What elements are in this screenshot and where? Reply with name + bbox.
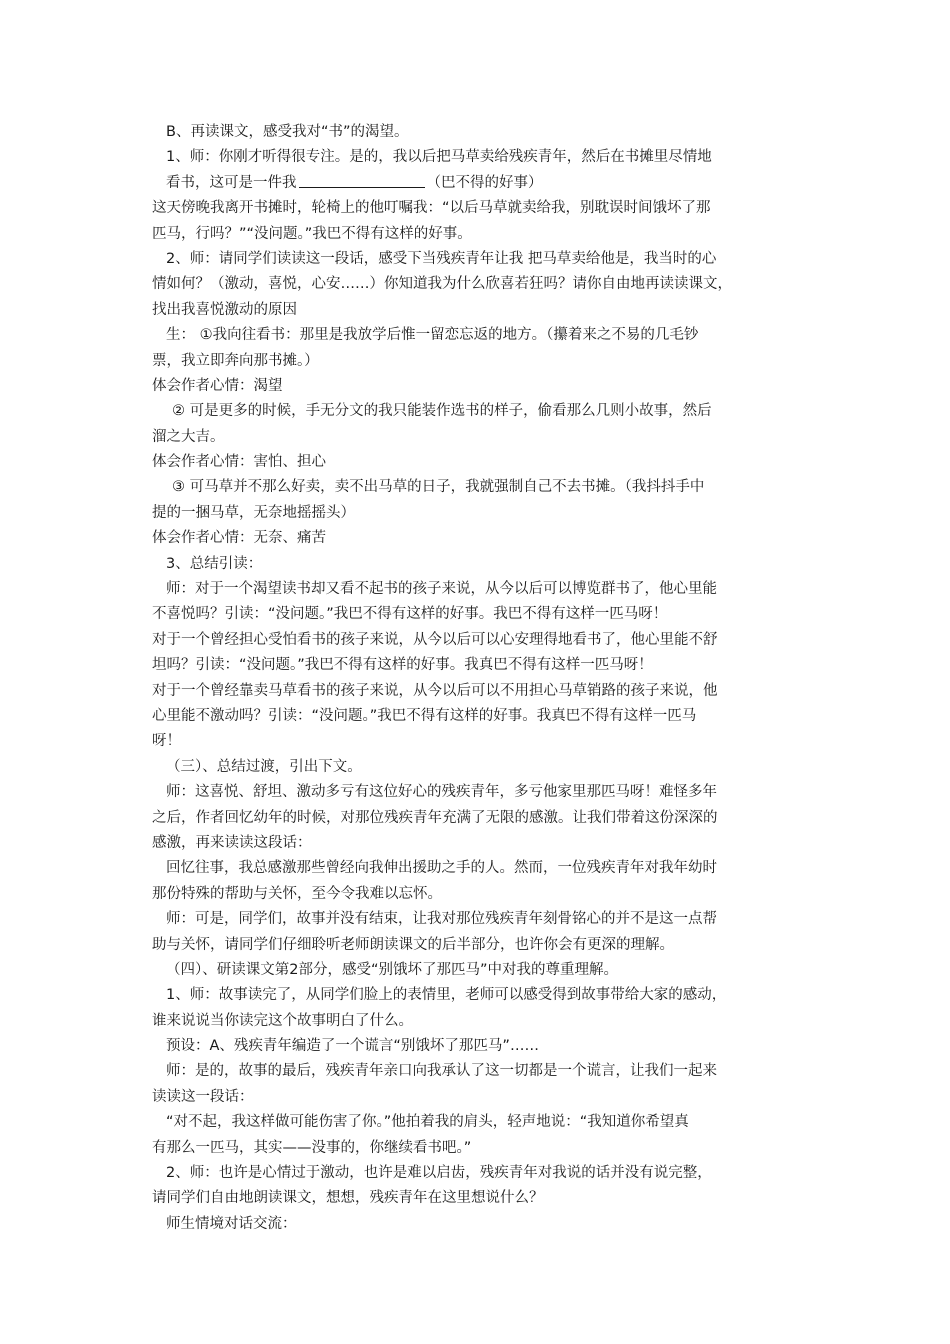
text-line: ② 可是更多的时候，手无分文的我只能装作选书的样子，偷看那么几则小故事，然后 bbox=[172, 403, 712, 420]
text-line: 预设：A、残疾青年编造了一个谎言“别饿坏了那匹马”…… bbox=[166, 1038, 539, 1055]
text-line: 这天傍晚我离开书摊时，轮椅上的他叮嘱我：“以后马草就卖给我，别耽误时间饿坏了那 bbox=[152, 200, 711, 217]
text-line: 体会作者心情：渴望 bbox=[152, 377, 283, 394]
text-segment: 看书，这可是一件我 bbox=[166, 174, 297, 191]
text-line bbox=[152, 171, 817, 196]
text-line: 1、师：你刚才听得很专注。是的，我以后把马草卖给残疾青年，然后在书摊里尽情地 bbox=[166, 149, 712, 166]
text-line: 之后，作者回忆幼年的时候，对那位残疾青年充满了无限的感激。让我们带着这份深深的 bbox=[152, 809, 718, 826]
text-line: 师：可是，同学们，故事并没有结束，让我对那位残疾青年刻骨铭心的并不是这一点帮 bbox=[166, 911, 717, 928]
text-line: 师生情境对话交流： bbox=[166, 1215, 297, 1232]
text-line: 心里能不激动吗？引读：“没问题。”我巴不得有这样的好事。我真巴不得有这样一匹马 bbox=[152, 707, 697, 724]
text-line: 师：是的，故事的最后，残疾青年亲口向我承认了这一切都是一个谎言，让我们一起来 bbox=[166, 1063, 717, 1080]
text-line: 2、师：也许是心情过于激动，也许是难以启齿，残疾青年对我说的话并没有说完整， bbox=[166, 1165, 712, 1182]
text-line: ③ 可马草并不那么好卖，卖不出马草的日子，我就强制自己不去书摊。（我抖抖手中 bbox=[172, 479, 705, 496]
text-line: 对于一个曾经靠卖马草看书的孩子来说，从今以后可以不用担心马草销路的孩子来说，他 bbox=[152, 682, 718, 699]
text-line: 那份特殊的帮助与关怀，至今令我难以忘怀。 bbox=[152, 885, 442, 902]
text-line: 生： ①我向往看书：那里是我放学后惟一留恋忘返的地方。（攥着来之不易的几毛钞 bbox=[166, 327, 699, 344]
text-line: 1、师：故事读完了，从同学们脸上的表情里，老师可以感受得到故事带给大家的感动， bbox=[166, 987, 727, 1004]
text-line: 坦吗？引读：“没问题。”我巴不得有这样的好事。我真巴不得有这样一匹马呀！ bbox=[152, 657, 653, 674]
text-line: 情如何？（激动，喜悦，心安……）你知道我为什么欣喜若狂吗？请你自由地再读读课文， bbox=[152, 276, 732, 293]
text-line: 请同学们自由地朗读课文，想想，残疾青年在这里想说什么？ bbox=[152, 1190, 544, 1207]
text-line: 3、总结引读： bbox=[166, 555, 263, 572]
fill-in-blank bbox=[299, 173, 425, 188]
text-line: 2、师：请同学们读读这一段话，感受下当残疾青年让我 把马草卖给他是，我当时的心 bbox=[166, 250, 717, 267]
text-line: 助与关怀，请同学们仔细聆听老师朗读课文的后半部分，也许你会有更深的理解。 bbox=[152, 936, 674, 953]
text-line: 师：对于一个渴望读书却又看不起书的孩子来说，从今以后可以博览群书了，他心里能 bbox=[166, 581, 717, 598]
text-line: 提的一捆马草，无奈地摇摇头） bbox=[152, 504, 355, 521]
text-line: 读读这一段话： bbox=[152, 1088, 254, 1105]
text-line: 谁来说说当你读完这个故事明白了什么。 bbox=[152, 1012, 413, 1029]
text-line: 不喜悦吗？引读：“没问题。”我巴不得有这样的好事。我巴不得有这样一匹马呀！ bbox=[152, 606, 668, 623]
text-line: 溜之大吉。 bbox=[152, 428, 225, 445]
text-line: 感激，再来读读这段话： bbox=[152, 834, 312, 851]
text-line: （四）、研读课文第2部分，感受“别饿坏了那匹马”中对我的尊重理解。 bbox=[166, 961, 618, 978]
text-line: B、再读课文，感受我对“书”的渴望。 bbox=[166, 124, 409, 140]
text-line: 票，我立即奔向那书摊。） bbox=[152, 352, 319, 369]
text-line: 回忆往事，我总感激那些曾经向我伸出援助之手的人。然而，一位残疾青年对我年幼时 bbox=[166, 860, 717, 877]
text-line: 有那么一匹马，其实——没事的，你继续看书吧。” bbox=[152, 1139, 472, 1156]
text-line: （三）、总结过渡，引出下文。 bbox=[166, 758, 362, 775]
text-line: 体会作者心情：无奈、痛苦 bbox=[152, 530, 326, 547]
text-line: 找出我喜悦激动的原因 bbox=[152, 301, 297, 318]
text-line: 体会作者心情：害怕、担心 bbox=[152, 454, 326, 471]
text-line: 师：这喜悦、舒坦、激动多亏有这位好心的残疾青年，多亏他家里那匹马呀！难怪多年 bbox=[166, 784, 717, 801]
text-segment: （巴不得的好事） bbox=[426, 174, 543, 191]
text-line: 呀！ bbox=[152, 733, 181, 750]
document-page bbox=[152, 120, 817, 1237]
text-line: 对于一个曾经担心受怕看书的孩子来说，从今以后可以心安理得地看书了，他心里能不舒 bbox=[152, 631, 718, 648]
text-line: “对不起，我这样做可能伤害了你。”他拍着我的肩头，轻声地说：“我知道你希望真 bbox=[166, 1114, 689, 1131]
text-line: 匹马，行吗？”“没问题。”我巴不得有这样的好事。 bbox=[152, 225, 472, 242]
